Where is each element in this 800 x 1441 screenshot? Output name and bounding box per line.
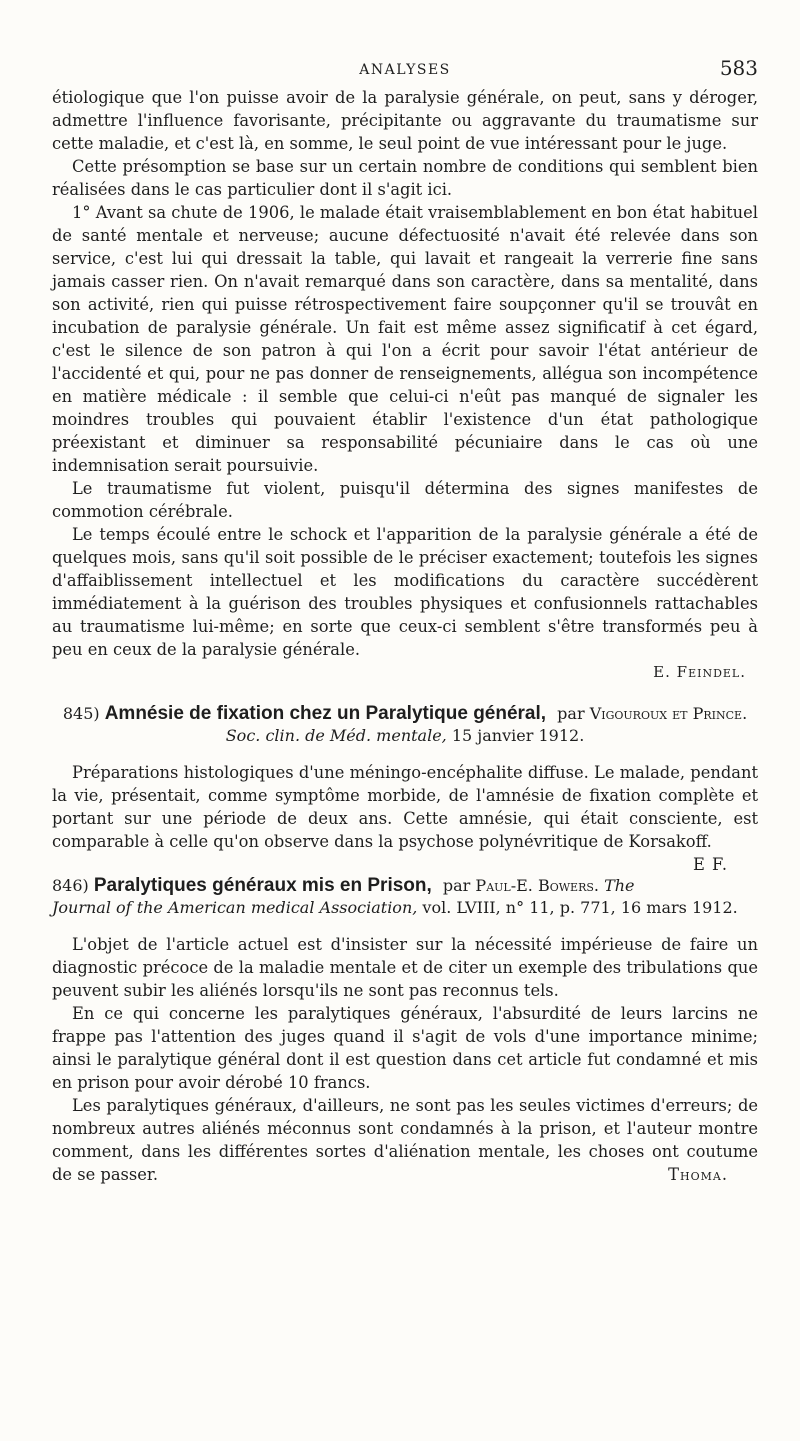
entry-number: 845) [62, 704, 100, 723]
entry-845 [52, 703, 758, 874]
entry-heading [52, 703, 758, 747]
entry-authors: Paul-E. Bowers. [475, 876, 599, 895]
entry-846 [52, 875, 758, 1186]
entry-journal: The Journal of the American medical Association, [52, 876, 635, 917]
page-header [52, 56, 758, 86]
entry-text: Préparations histologiques d'une méningo-encéphalite diffuse. Le malade, pendant la vie, présentait, comme symptôme morbide, de l'amnésie de fixation complète et portant sur une période de deux ans. Cette amnésie, qui était consciente, est comparable à celle qu'on observe dans la psychose polynévritique de Korsakoff. [52, 763, 758, 851]
entry-number: 846) [52, 876, 89, 895]
entry-journal: Soc. clin. de Méd. mentale, [225, 726, 447, 745]
signature: E. Feindel. [653, 663, 746, 681]
entry-heading [52, 875, 758, 919]
paragraph: Cette présomption se base sur un certain nombre de conditions qui semblent bien réalisées dans le cas particulier dont il s'agit ici. [52, 157, 758, 199]
entry-reference: vol. LVIII, n° 11, p. 771, 16 mars 1912. [422, 898, 738, 917]
paragraph: Le temps écoulé entre le schock et l'apparition de la paralysie générale a été de quelques mois, sans qu'il soit possible de le préciser exactement; toutefois les signes d'affaiblissement intellectuel et les modifications du caractère succédèrent immédiatement à la guérison des troubles physiques et confusionnels rattachables au traumatisme lui-même; en sorte que ceux-ci semblent s'être transformés peu à peu en ceux de la paralysie générale. [52, 525, 758, 659]
paragraph: étiologique que l'on puisse avoir de la paralysie générale, on peut, sans y déroger, admettre l'influence favorisante, précipitante ou aggravante du traumatisme sur cette maladie, et c'est là, en somme, le seul point de vue intéressant pour le juge. [52, 88, 758, 153]
entry-date: 15 janvier 1912. [451, 726, 585, 745]
entry-by: par [557, 704, 585, 723]
entry-title: Amnésie de fixation chez un Paralytique général, [104, 703, 547, 724]
paragraph: 1° Avant sa chute de 1906, le malade était vraisemblablement en bon état habituel de santé mentale et nerveuse; aucune défectuosité n'avait été relevée dans son service, c'est lui qui dressait la table, qui lavait et rangeait la verrerie fine sans jamais casser rien. On n'avait remarqué dans son caractère, dans sa mentalité, dans son activité, rien qui puisse rétrospectivement faire soupçonner qu'il se trouvât en incubation de paralysie générale. Un fait est même assez significatif à cet égard, c'est le silence de son patron à qui l'on a écrit pour savoir l'état antérieur de l'accidenté et qui, pour ne pas donner de renseignements, allégua son incompétence en matière médicale : il semble que celui-ci n'eût pas manqué de signaler les moindres troubles qui pouvaient établir l'existence d'un état pathologique préexistant et diminuer sa responsabilité pécuniaire dans le cas où une indemnisation serait poursuivie. [52, 203, 758, 475]
paragraph: L'objet de l'article actuel est d'insister sur la nécessité impérieuse de faire un diagnostic précoce de la maladie mentale et de citer un exemple des tribulations que peuvent subir les aliénés lorsqu'ils ne sont pas reconnus tels. [52, 935, 758, 1000]
paragraph: En ce qui concerne les paralytiques généraux, l'absurdité de leurs larcins ne frappe pas l'attention des juges quand il s'agit de vols d'une importance minime; ainsi le paralytique général dont il est question dans cet article fut condamné et mis en prison pour avoir dérobé 10 francs. [52, 1004, 758, 1092]
paragraph: Le traumatisme fut violent, puisqu'il détermina des signes manifestes de commotion cérébrale. [52, 479, 758, 521]
entry-title: Paralytiques généraux mis en Prison, [93, 875, 432, 896]
paragraph [52, 1094, 758, 1186]
entry-authors: Vigouroux et Prince. [589, 704, 748, 723]
entry-text: Les paralytiques généraux, d'ailleurs, ne sont pas les seules victimes d'erreurs; de nombreux autres aliénés méconnus sont condamnés à la prison, et l'auteur montre comment, dans les différentes sortes d'aliénation mentale, les choses ont coutume de se passer. [52, 1096, 758, 1184]
running-head: ANALYSES [359, 62, 451, 78]
continued-analysis [52, 86, 758, 681]
page [52, 56, 758, 1186]
entry-by: par [442, 876, 471, 895]
page-number: 583 [719, 56, 758, 80]
signature: E F. [693, 855, 728, 874]
entry-body [52, 761, 758, 874]
signature: Thoma. [668, 1165, 728, 1184]
